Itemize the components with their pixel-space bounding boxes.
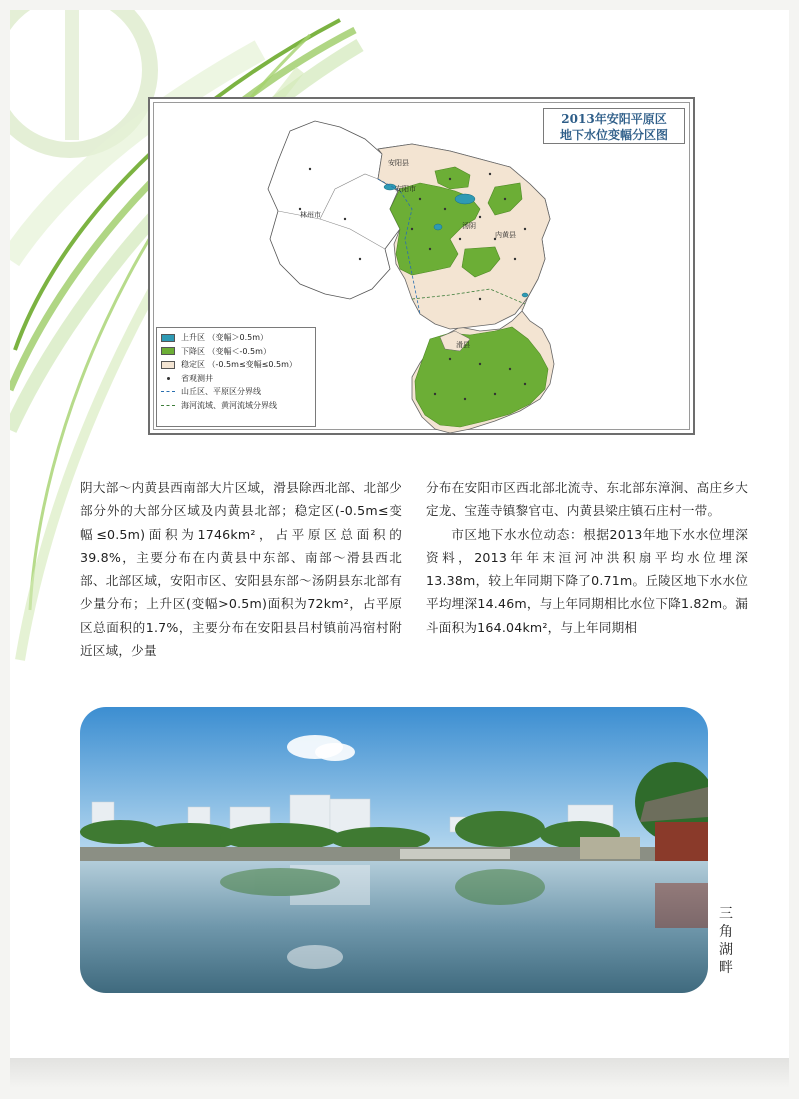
legend-basin-boundary-label: 海河流域、黄河流域分界线 xyxy=(181,400,277,410)
legend-rise xyxy=(161,331,311,345)
rise-zone-3 xyxy=(434,224,442,230)
legend-decline xyxy=(161,345,311,359)
map-title-line2: 地下水位变幅分区图 xyxy=(559,128,668,142)
legend-decline-swatch xyxy=(161,347,175,355)
paragraph-left: 阴大部～内黄县西南部大片区域，滑县除西北部、北部少部分外的大部分区域及内黄县北部；稳定区(-0.5m≤变幅≤0.5m)面积为1746km²，占平原区总面积的39.8%，主要分布在内黄县中东部、南部～滑县西北部、北部区域，安阳市区、安阳县东部～汤阴县东北部有少量分布；上升区(变幅>0.5m)面积为72km²，占平原区总面积的1.7%，主要分布在安阳县吕村镇前冯宿村附近区域，少量 xyxy=(80,480,402,659)
legend-stable-swatch xyxy=(161,361,175,369)
text-column-right xyxy=(426,476,748,639)
legend-stable xyxy=(161,358,311,372)
photo-caption: 三角湖畔 xyxy=(719,906,733,976)
label-anyang-county: 安阳县 xyxy=(388,159,409,167)
map-title xyxy=(543,108,685,144)
paragraph-right-2: 市区地下水水位动态：根据2013年地下水水位埋深资料，2013年年末洹河冲洪积扇平均水位埋深13.38m，较上年同期下降了0.71m。丘陵区地下水水位平均埋深14.46m，与上年同期相比水位下降1.82m。漏斗面积为164.04km²，与上年同期相 xyxy=(426,526,748,635)
legend-well-label: 省观测井 xyxy=(181,373,213,383)
map-legend xyxy=(156,327,316,427)
blue-dashed-line-icon xyxy=(161,391,175,392)
lake-photo xyxy=(80,707,708,993)
well-dot-icon xyxy=(161,377,175,380)
legend-basin-boundary xyxy=(161,399,311,413)
green-dashed-line-icon xyxy=(161,405,175,406)
mountain-region xyxy=(268,121,400,299)
paragraph-right-1: 分布在安阳市区西北部北流寺、东北部东漳涧、高庄乡大定龙、宝莲寺镇黎官屯、内黄县梁庄镇石庄村一带。 xyxy=(426,480,748,519)
legend-rise-swatch xyxy=(161,334,175,342)
page-bottom-shadow xyxy=(10,1058,789,1088)
rise-zone-1 xyxy=(455,194,475,204)
legend-stable-label: 稳定区 （-0.5m≤变幅≤0.5m） xyxy=(181,360,297,370)
decline-zone-south xyxy=(415,327,548,427)
label-huaxian: 滑县 xyxy=(456,341,470,349)
label-neihuang: 内黄县 xyxy=(495,231,516,239)
legend-rise-label: 上升区 （变幅＞0.5m） xyxy=(181,333,269,343)
label-linzhou: 林州市 xyxy=(300,211,321,219)
label-tangyin: 汤阴 xyxy=(462,222,476,230)
legend-hill-boundary xyxy=(161,385,311,399)
map-title-line1: 2013年安阳平原区 xyxy=(561,112,667,126)
legend-well xyxy=(161,372,311,386)
legend-hill-boundary-label: 山丘区、平原区分界线 xyxy=(181,387,261,397)
label-anyang-city: 安阳市 xyxy=(395,185,416,193)
text-column-left xyxy=(80,476,402,662)
legend-decline-label: 下降区 （变幅＜-0.5m） xyxy=(181,346,271,356)
rise-zone-4 xyxy=(522,293,528,297)
zoning-map-figure xyxy=(148,97,695,435)
document-page xyxy=(10,10,789,1060)
lake-photo-drawing xyxy=(80,707,708,993)
